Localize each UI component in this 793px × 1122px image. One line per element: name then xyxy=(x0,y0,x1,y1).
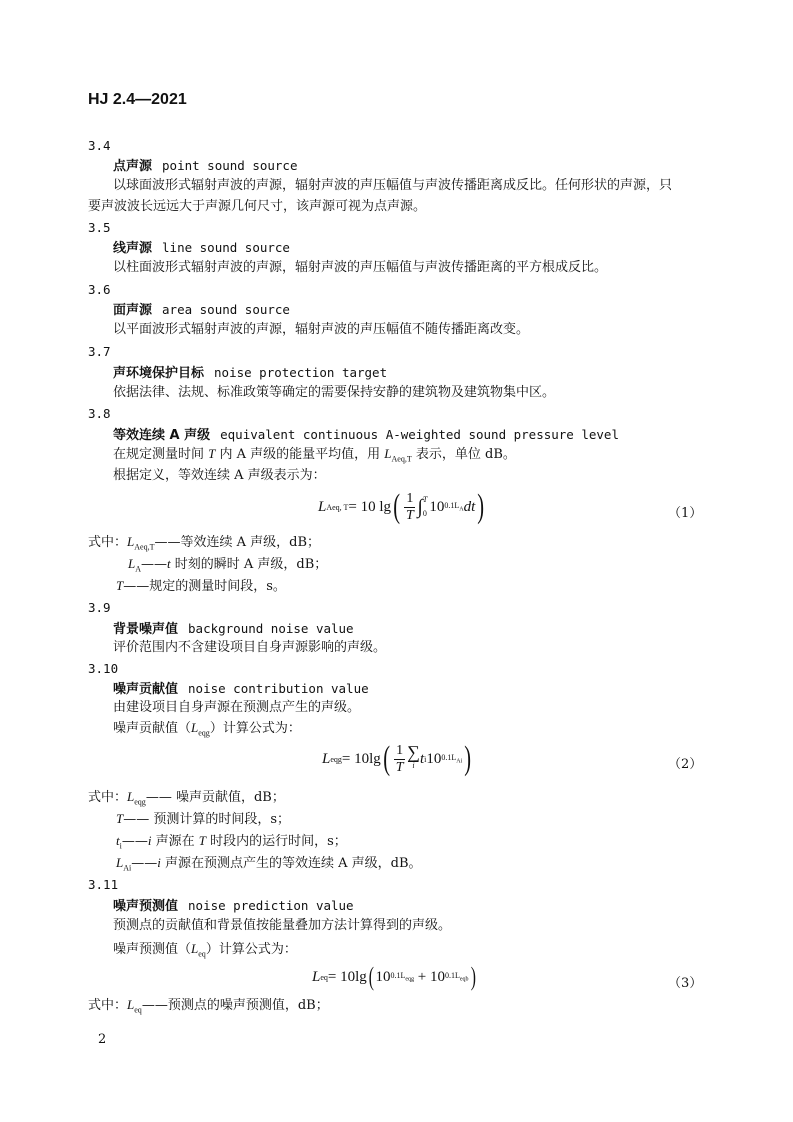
symbol: T xyxy=(198,833,206,848)
symbol: t xyxy=(167,556,171,571)
text: —— 预测计算的时间段，s； xyxy=(123,812,291,827)
numerator: 1 xyxy=(396,742,404,758)
formula-text: 10 xyxy=(375,968,391,985)
term-heading xyxy=(113,158,297,175)
formula-text: = 10lg xyxy=(327,968,367,985)
subscript: Aeq, T xyxy=(326,502,349,512)
where-line xyxy=(128,556,327,578)
where-line xyxy=(88,997,329,1019)
symbol: L xyxy=(384,446,392,461)
exponent: 0.1L xyxy=(441,753,457,763)
formula-3: L eq = 10lg ( 10 $0.1L_{eqg}$ + 10 $0.1L_{eqb}$ ) xyxy=(312,962,476,991)
symbol: T xyxy=(116,811,124,826)
term-heading xyxy=(113,240,290,257)
formula-text: = 10lg xyxy=(341,750,381,767)
clause-number: 3.4 xyxy=(88,138,111,153)
text: —— xyxy=(141,557,168,572)
left-paren: ( xyxy=(393,488,401,525)
definition: 评价范围内不含建设项目自身声源影响的声级。 xyxy=(113,640,387,655)
clause-number: 3.10 xyxy=(88,661,119,676)
symbol: t xyxy=(419,750,425,767)
exponent: 0.1L xyxy=(445,971,460,981)
term-en: background noise value xyxy=(188,621,354,636)
term-heading xyxy=(113,427,619,444)
text: 式中： xyxy=(88,790,128,805)
subscript: A xyxy=(135,564,142,574)
text: 时段内的运行时间，s； xyxy=(205,834,347,849)
text: —— xyxy=(121,834,148,849)
equation-label: （3） xyxy=(668,976,703,991)
text: —— xyxy=(131,856,158,871)
text: 噪声贡献值（ xyxy=(113,721,192,736)
equation-label: （2） xyxy=(668,757,703,772)
clause-number: 3.6 xyxy=(88,282,111,297)
page-number: 2 xyxy=(98,1032,107,1047)
symbol: L xyxy=(128,556,136,571)
definition xyxy=(113,941,297,963)
text: ——规定的测量时间段，s。 xyxy=(123,579,286,594)
symbol: L xyxy=(127,997,135,1012)
term-zh: 线声源 xyxy=(113,241,153,256)
document-header: HJ 2.4—2021 xyxy=(88,91,187,108)
where-line xyxy=(116,811,290,828)
subscript: i xyxy=(424,754,427,764)
formula-2: L eqg = 10lg ( $\frac{1}{T}$ ∑ i t i 10 $0.1L_{Ai}$ ) xyxy=(322,740,472,777)
clause-number: 3.5 xyxy=(88,220,111,235)
term-en: area sound source xyxy=(162,302,290,317)
subscript: eqg xyxy=(198,728,210,738)
text: —— 噪声贡献值，dB； xyxy=(145,790,285,805)
formula-text: + xyxy=(414,968,430,985)
right-paren: ) xyxy=(464,740,472,777)
formula-text: = 10 lg xyxy=(348,498,392,515)
term-heading xyxy=(113,302,290,319)
integral-sign: ∫ xyxy=(417,495,423,518)
fraction xyxy=(394,743,405,776)
symbol: t xyxy=(116,833,120,848)
text: 内 A 声级的能量平均值，用 xyxy=(215,447,385,462)
text: 在规定测量时间 xyxy=(113,447,209,462)
denominator: T xyxy=(405,507,414,523)
definition: 由建设项目自身声源在预测点产生的声级。 xyxy=(113,700,361,715)
numerator: 1 xyxy=(406,490,414,506)
term-heading xyxy=(113,681,369,698)
formula-text: 10 xyxy=(430,968,445,985)
text: ）计算公式为： xyxy=(205,942,297,957)
text: 表示，单位 dB。 xyxy=(411,447,516,462)
right-paren: ) xyxy=(477,488,485,525)
subscript: Aeq,T xyxy=(391,454,412,464)
symbol: L xyxy=(191,720,199,735)
formula-1: L Aeq, T = 10 lg ( $\frac{1}{T}$ ∫ T 0 10 $0.1L_A$ dt ) xyxy=(318,488,485,525)
term-en: equivalent continuous A-weighted sound pressure level xyxy=(220,427,619,442)
subscript: eq xyxy=(134,1005,142,1015)
clause-number: 3.9 xyxy=(88,600,111,615)
left-paren: ( xyxy=(368,962,374,991)
term-en: noise protection target xyxy=(214,365,388,380)
left-paren: ( xyxy=(383,740,390,777)
text: ）计算公式为： xyxy=(209,721,301,736)
term-en: point sound source xyxy=(162,158,298,173)
definition: 根据定义，等效连续 A 声级表示为： xyxy=(113,468,326,483)
term-zh: 等效连续 A 声级 xyxy=(113,428,211,443)
text: 声源在 xyxy=(151,834,199,849)
equation-label: （1） xyxy=(668,506,703,521)
text: 时刻的瞬时 A 声级，dB； xyxy=(170,557,328,572)
term-zh: 背景噪声值 xyxy=(113,622,179,637)
fraction xyxy=(404,491,415,524)
lower-limit: 0 xyxy=(422,509,427,518)
term-en: line sound source xyxy=(162,240,290,255)
subscript: eq xyxy=(320,972,328,982)
symbol: i xyxy=(147,833,152,848)
exponent: 0.1L xyxy=(444,501,460,511)
symbol: L xyxy=(116,855,124,870)
term-zh: 点声源 xyxy=(113,159,153,174)
text: ——等效连续 A 声级，dB； xyxy=(154,535,320,550)
subscript: eq xyxy=(198,949,206,959)
subscript: Aeq,T xyxy=(134,542,155,552)
term-zh: 面声源 xyxy=(113,303,153,318)
where-line xyxy=(88,789,285,811)
where-line xyxy=(116,855,422,877)
where-line xyxy=(116,578,286,595)
term-zh: 噪声预测值 xyxy=(113,899,179,914)
definition: 以柱面波形式辐射声波的声源，辐射声波的声压幅值与声波传播距离的平方根成反比。 xyxy=(113,260,608,275)
term-en: noise prediction value xyxy=(188,898,354,913)
sum-sign: ∑ xyxy=(407,742,420,762)
subscript: i xyxy=(119,841,122,851)
term-zh: 噪声贡献值 xyxy=(113,682,179,697)
subscript: A xyxy=(459,506,464,513)
formula-text: 10 xyxy=(426,750,442,767)
subscript: eqg xyxy=(134,797,146,807)
formula-text: dt xyxy=(463,498,476,515)
subscript: eqb xyxy=(459,976,469,983)
upper-limit: T xyxy=(422,495,428,504)
definition xyxy=(113,446,516,468)
text: 式中： xyxy=(88,535,128,550)
definition: 以球面波形式辐射声波的声源，辐射声波的声压幅值与声波传播距离成反比。任何形状的声源，只 xyxy=(113,178,673,193)
subscript: eqg xyxy=(405,976,415,983)
term-zh: 声环境保护目标 xyxy=(113,366,205,381)
sum-index: i xyxy=(412,761,415,770)
text: 噪声预测值（ xyxy=(113,942,192,957)
denominator: T xyxy=(395,759,404,775)
definition: 要声波波长远远大于声源几何尺寸，该声源可视为点声源。 xyxy=(88,199,427,214)
definition: 以平面波形式辐射声波的声源，辐射声波的声压幅值不随传播距离改变。 xyxy=(113,322,530,337)
formula-text: 10 xyxy=(429,498,445,515)
where-line xyxy=(116,833,347,855)
definition xyxy=(113,720,301,742)
term-heading xyxy=(113,621,354,638)
text: 声源在预测点产生的等效连续 A 声级，dB。 xyxy=(160,856,422,871)
text: 式中： xyxy=(88,998,128,1013)
text: ——预测点的噪声预测值，dB； xyxy=(141,998,329,1013)
definition: 依据法律、法规、标准政策等确定的需要保持安静的建筑物及建筑物集中区。 xyxy=(113,385,556,400)
clause-number: 3.11 xyxy=(88,877,119,892)
symbol: i xyxy=(157,855,161,870)
symbol: L xyxy=(191,941,199,956)
term-heading xyxy=(113,365,387,382)
symbol: T xyxy=(208,446,216,461)
definition: 预测点的贡献值和背景值按能量叠加方法计算得到的声级。 xyxy=(113,918,452,933)
subscript: Ai xyxy=(456,758,463,765)
symbol: T xyxy=(116,578,124,593)
right-paren: ) xyxy=(470,962,476,991)
clause-number: 3.7 xyxy=(88,344,111,359)
exponent: 0.1L xyxy=(390,971,406,981)
term-en: noise contribution value xyxy=(188,681,369,696)
subscript: eqg xyxy=(330,754,342,764)
term-heading xyxy=(113,898,354,915)
subscript: Ai xyxy=(123,863,132,873)
symbol: L xyxy=(127,789,135,804)
clause-number: 3.8 xyxy=(88,406,111,421)
where-line xyxy=(88,534,320,556)
symbol: L xyxy=(127,534,135,549)
